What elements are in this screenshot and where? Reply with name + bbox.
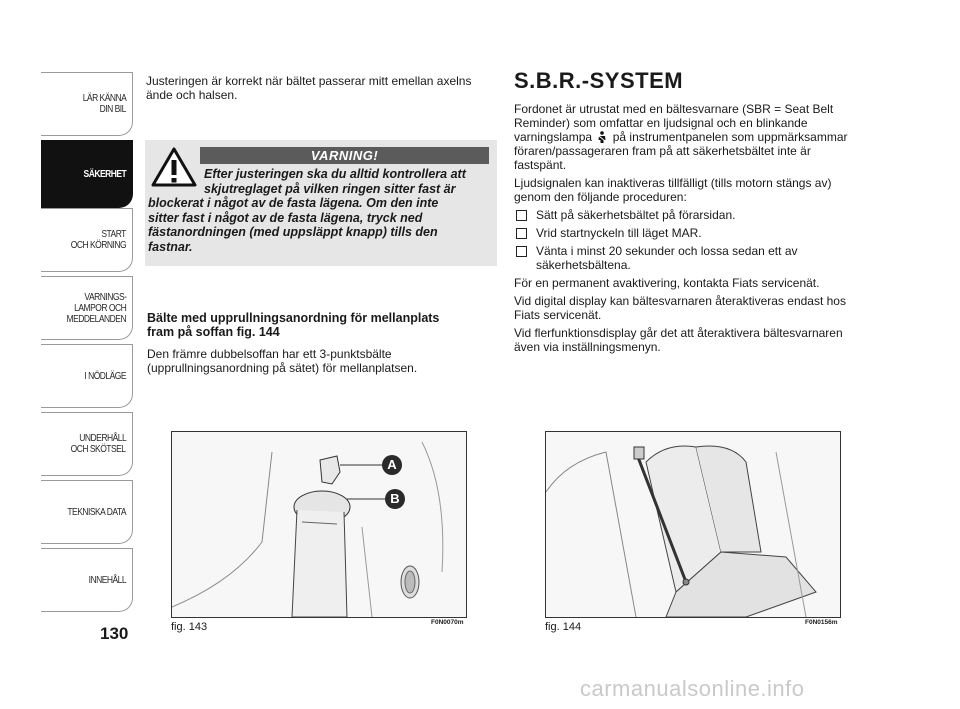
warning-text (148, 167, 492, 254)
tab-label-line2: LAMPOR OCH (73, 302, 126, 314)
tab-label-line1: UNDERHÅLL (79, 433, 126, 444)
tab-innehall[interactable] (41, 548, 133, 612)
heading-line: fram på soffan fig. 144 (147, 325, 280, 339)
seatbelt-warning-icon (597, 131, 607, 143)
paragraph-line: föraren/passageraren fram på att säkerhetsbältet inte är (514, 144, 811, 158)
bench-seat-illustration (546, 432, 840, 617)
tab-label-line1: I NÖDLÄGE (84, 370, 126, 382)
tab-label-line3: MEDDELANDEN (66, 313, 126, 325)
tab-tekniska-data[interactable] (41, 480, 133, 544)
heading-line: Bälte med upprullningsanordning för mellanplats (147, 311, 440, 325)
paragraph-line: fastspänt. (514, 158, 567, 172)
paragraph-line: även via inställningsmenyn. (514, 340, 661, 354)
tab-sakerhet[interactable] (41, 140, 133, 208)
figure-144-code: F0N0156m (805, 619, 838, 626)
marker-b: B (385, 489, 405, 509)
list-item (514, 208, 884, 222)
paragraph-line: Reminder) som omfattar en ljudsignal och en blinkande (514, 116, 808, 130)
warning-line: Efter justeringen ska du alltid kontrollera att (204, 167, 466, 181)
paragraph-line: Fiats servicenät. (514, 308, 602, 322)
warning-title: VARNING! (200, 147, 489, 164)
warning-line: blockerat i något av de fasta lägena. Om den inte (148, 196, 439, 210)
section-body (147, 347, 499, 375)
warning-line: fastnar. (148, 239, 193, 254)
tab-label-line1: START (101, 229, 126, 240)
figure-144-image (545, 431, 841, 618)
paragraph-fragment: på instrumentpanelen som uppmärksammar (612, 130, 848, 144)
tab-label-line2: OCH KÖRNING (70, 240, 126, 251)
figure-143-label: fig. 143 (171, 621, 208, 633)
paragraph-line: För en permanent avaktivering, kontakta Fiats servicenät. (514, 276, 820, 290)
tab-label-line2: OCH SKÖTSEL (71, 444, 126, 455)
body-line: (upprullningsanordning på sätet) för mellanplatsen. (147, 361, 418, 375)
figure-143-image (171, 431, 467, 618)
marker-a: A (382, 455, 402, 475)
tab-label-line2: DIN BIL (99, 104, 126, 115)
intro-paragraph (146, 74, 498, 102)
tab-start-och-korning[interactable] (41, 208, 133, 272)
seatbelt-adjuster-illustration (172, 432, 466, 617)
paragraph-line: genom den följande proceduren: (514, 190, 687, 204)
figure-143-code: F0N0070m (431, 619, 464, 626)
tab-label-line1: LÄR KÄNNA (82, 93, 126, 104)
paragraph-line: Ljudsignalen kan inaktiveras tillfälligt (tills motorn stängs av) (514, 176, 832, 190)
intro-line: ände och halsen. (146, 88, 238, 102)
checkbox-bullet-icon (516, 246, 527, 257)
watermark: carmanualsonline.info (580, 676, 805, 701)
tab-label-line1: VARNINGS- (83, 291, 126, 303)
warning-line: sitter fast i något av de fasta lägena, tryck ned (148, 210, 423, 225)
paragraph-line: Vid flerfunktionsdisplay går det att återaktivera bältesvarnaren (514, 326, 843, 340)
figure-144-label: fig. 144 (545, 621, 582, 633)
body-line: Den främre dubbelsoffan har ett 3-punktsbälte (147, 347, 392, 361)
right-column-text (514, 102, 884, 354)
warning-line: skjutreglaget på vilken ringen sitter fast är (204, 181, 456, 196)
section-heading (147, 311, 499, 339)
paragraph-line: Fordonet är utrustat med en bältesvarnare (SBR = Seat Belt (514, 102, 834, 116)
tab-lar-kanna-din-bil[interactable] (41, 72, 133, 136)
page-title: S.B.R.-SYSTEM (514, 68, 684, 93)
list-item-text: Vrid startnyckeln till läget MAR. (536, 226, 702, 240)
tab-varningslampor[interactable] (41, 276, 133, 340)
list-item-text: säkerhetsbältena. (536, 258, 631, 272)
list-item (514, 226, 884, 240)
tab-label-line1: INNEHÅLL (88, 574, 126, 586)
intro-line: Justeringen är korrekt när bältet passerar mitt emellan axelns (146, 74, 472, 88)
tab-underhall-och-skotsel[interactable] (41, 412, 133, 476)
list-item-text: Vänta i minst 20 sekunder och lossa sedan ett av (536, 244, 798, 258)
paragraph-fragment: varningslampa (514, 130, 593, 144)
list-item-text: Sätt på säkerhetsbältet på förarsidan. (536, 208, 736, 222)
paragraph-line: Vid digital display kan bältesvarnaren återaktiveras endast hos (514, 294, 846, 308)
tab-label-line1: TEKNISKA DATA (67, 506, 126, 518)
page-number: 130 (100, 624, 129, 643)
paragraph-line (514, 130, 884, 144)
checkbox-bullet-icon (516, 210, 527, 221)
warning-line: fästanordningen (med uppsläppt knapp) tills den (148, 225, 438, 239)
tab-i-nodlage[interactable] (41, 344, 133, 408)
list-item (514, 244, 884, 272)
tab-label-line1: SÄKERHET (83, 168, 126, 180)
checkbox-bullet-icon (516, 228, 527, 239)
